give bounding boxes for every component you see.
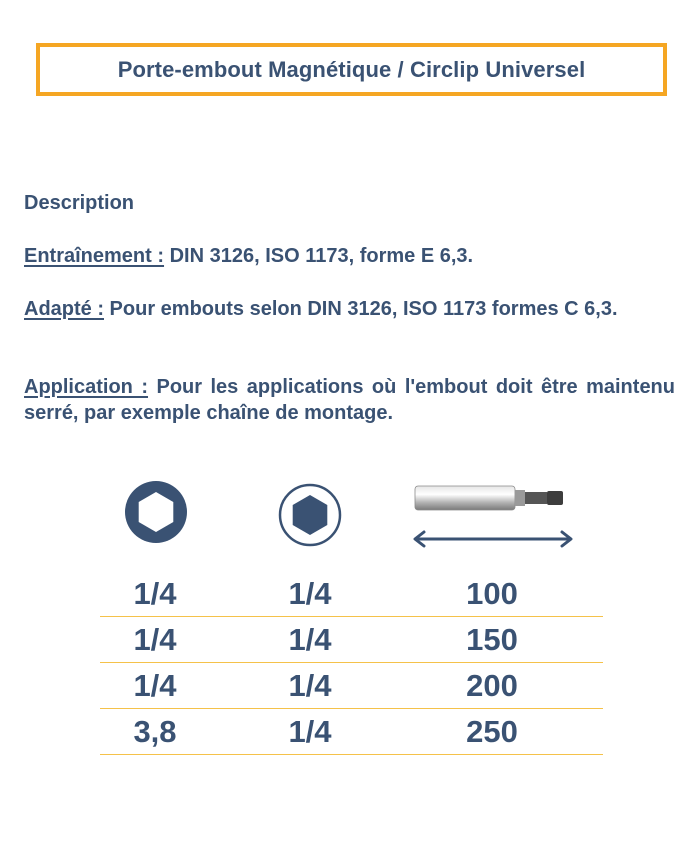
table-cell: 150 <box>466 622 518 657</box>
table-cell: 1/4 <box>288 714 332 749</box>
table-cell: 1/4 <box>288 576 332 611</box>
table-cell: 3,8 <box>133 714 177 749</box>
table-cell: 250 <box>466 714 518 749</box>
table-cell: 100 <box>466 576 518 611</box>
application-text: Pour les applications où l'embout doit être maintenu serré, par exemple chaîne de montage. <box>24 376 675 424</box>
adapte-text: Pour embouts selon DIN 3126, ISO 1173 formes C 6,3. <box>104 298 618 320</box>
table-cell: 1/4 <box>133 622 177 657</box>
table-cell: 1/4 <box>133 668 177 703</box>
entrainement-label: Entraînement : <box>24 245 165 267</box>
table-cell: 200 <box>466 668 518 703</box>
hex-socket-icon <box>124 480 188 544</box>
table-row <box>100 571 603 617</box>
table-row <box>100 663 603 709</box>
table-cell: 1/4 <box>288 668 332 703</box>
bit-holder-length-icon <box>410 480 580 552</box>
table-row <box>100 617 603 663</box>
entrainement-text: DIN 3126, ISO 1173, forme E 6,3. <box>164 245 474 267</box>
title-box <box>36 43 667 96</box>
adapte-label: Adapté : <box>24 298 104 320</box>
row-divider <box>100 754 603 755</box>
table-row <box>100 709 603 755</box>
table-cell: 1/4 <box>133 576 177 611</box>
table-cell: 1/4 <box>288 622 332 657</box>
application-paragraph <box>24 374 675 426</box>
description-heading: Description <box>24 192 135 214</box>
hex-bit-icon <box>278 483 342 547</box>
application-label: Application : <box>24 376 149 398</box>
adapte-paragraph <box>24 296 675 322</box>
page-title: Porte-embout Magnétique / Circlip Universel <box>117 56 586 82</box>
entrainement-paragraph <box>24 243 675 269</box>
